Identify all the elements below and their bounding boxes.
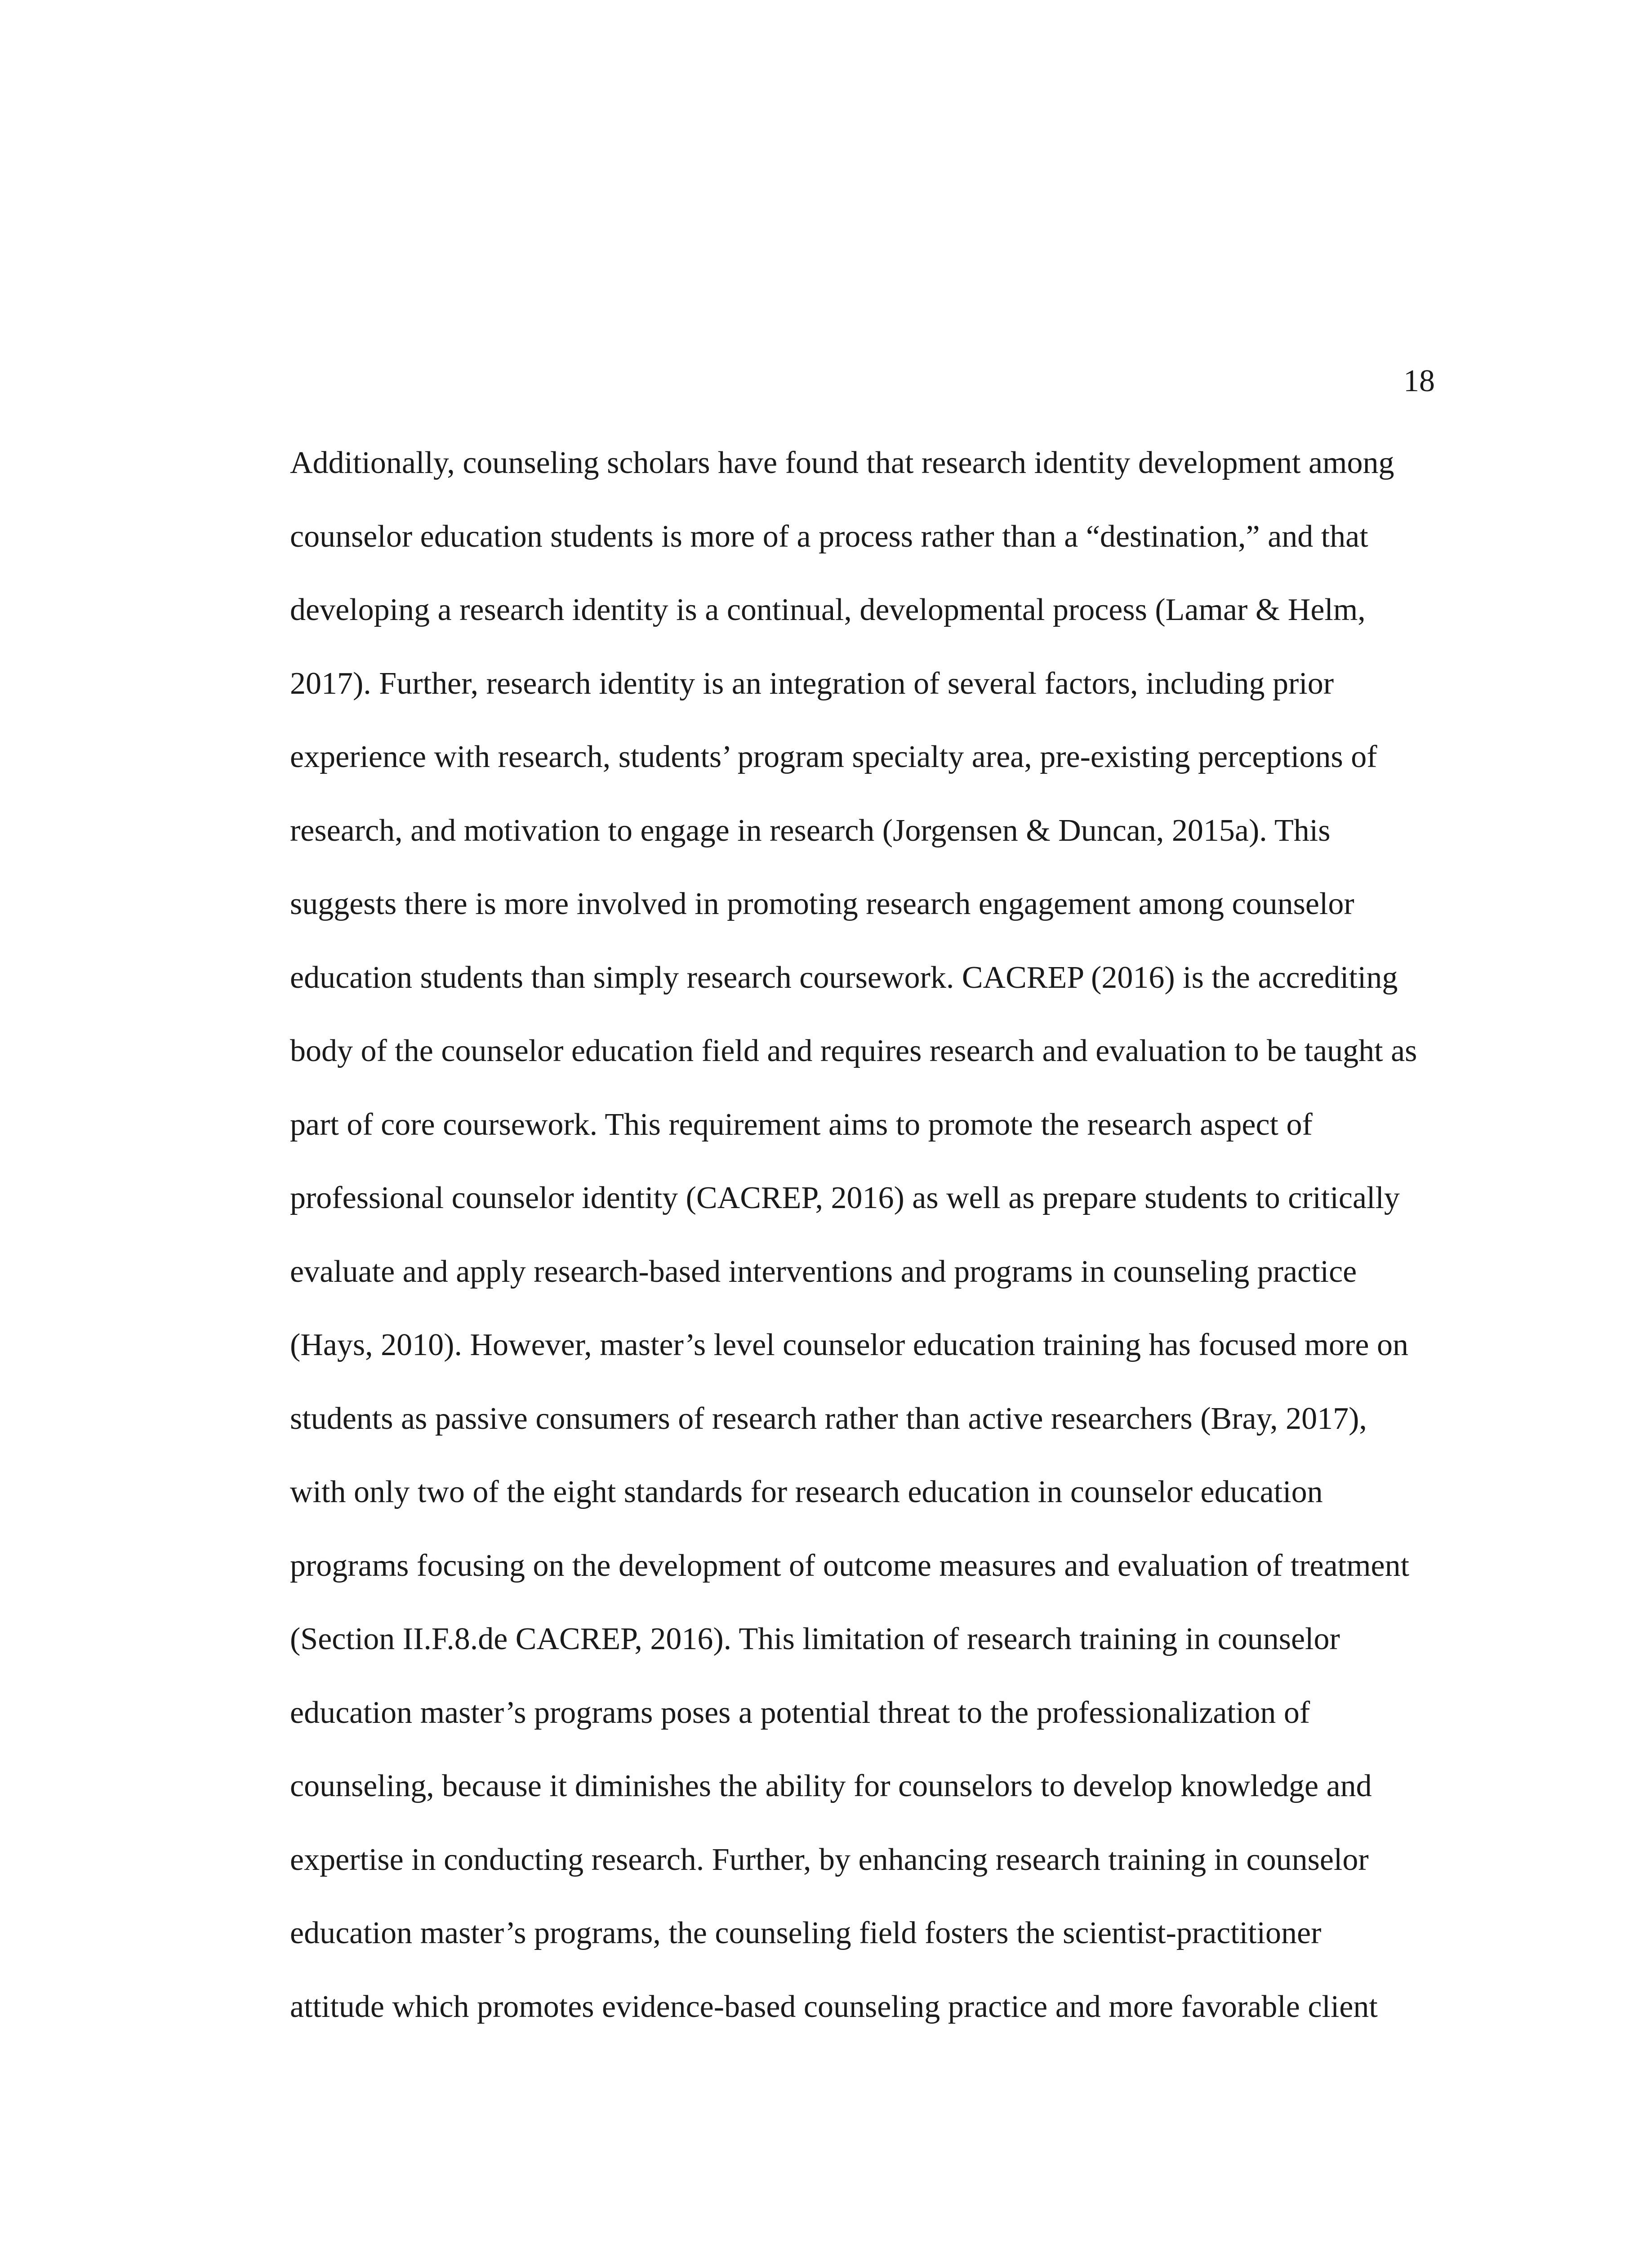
text-line: experience with research, students’ program specialty area, pre-existing perceptions of bbox=[290, 740, 1377, 774]
text-line: professional counselor identity (CACREP, 2016) as well as prepare students to critically bbox=[290, 1181, 1400, 1215]
text-line: research, and motivation to engage in research (Jorgensen & Duncan, 2015a). This bbox=[290, 813, 1331, 848]
text-line: part of core coursework. This requirement aims to promote the research aspect of bbox=[290, 1107, 1313, 1142]
text-line: suggests there is more involved in promoting research engagement among counselor bbox=[290, 887, 1354, 921]
text-line: expertise in conducting research. Further, by enhancing research training in counselor bbox=[290, 1842, 1369, 1877]
text-line: developing a research identity is a continual, developmental process (Lamar & Helm, bbox=[290, 593, 1366, 627]
text-line: (Section II.F.8.de CACREP, 2016). This limitation of research training in counselor bbox=[290, 1622, 1340, 1656]
text-line: education master’s programs, the counseling field fosters the scientist-practitioner bbox=[290, 1916, 1322, 1950]
text-line: students as passive consumers of research rather than active researchers (Bray, 2017), bbox=[290, 1401, 1367, 1436]
text-line: education master’s programs poses a potential threat to the professionalization of bbox=[290, 1695, 1310, 1730]
text-line: attitude which promotes evidence-based counseling practice and more favorable client bbox=[290, 1989, 1378, 2024]
text-line: with only two of the eight standards for research education in counselor education bbox=[290, 1475, 1323, 1509]
text-line: programs focusing on the development of outcome measures and evaluation of treatment bbox=[290, 1548, 1410, 1583]
text-line: (Hays, 2010). However, master’s level counselor education training has focused more on bbox=[290, 1328, 1408, 1362]
text-line: 2017). Further, research identity is an integration of several factors, including prior bbox=[290, 666, 1334, 701]
text-line: evaluate and apply research-based interventions and programs in counseling practice bbox=[290, 1254, 1357, 1289]
page-number: 18 bbox=[1403, 364, 1435, 398]
text-line: Additionally, counseling scholars have found that research identity development among bbox=[290, 446, 1394, 480]
text-line: counselor education students is more of a process rather than a “destination,” and that bbox=[290, 519, 1368, 554]
body-paragraph bbox=[290, 438, 1441, 2056]
text-line: body of the counselor education field and requires research and evaluation to be taught as bbox=[290, 1034, 1417, 1068]
text-line: education students than simply research coursework. CACREP (2016) is the accrediting bbox=[290, 960, 1398, 995]
text-line: counseling, because it diminishes the ability for counselors to develop knowledge and bbox=[290, 1769, 1372, 1803]
